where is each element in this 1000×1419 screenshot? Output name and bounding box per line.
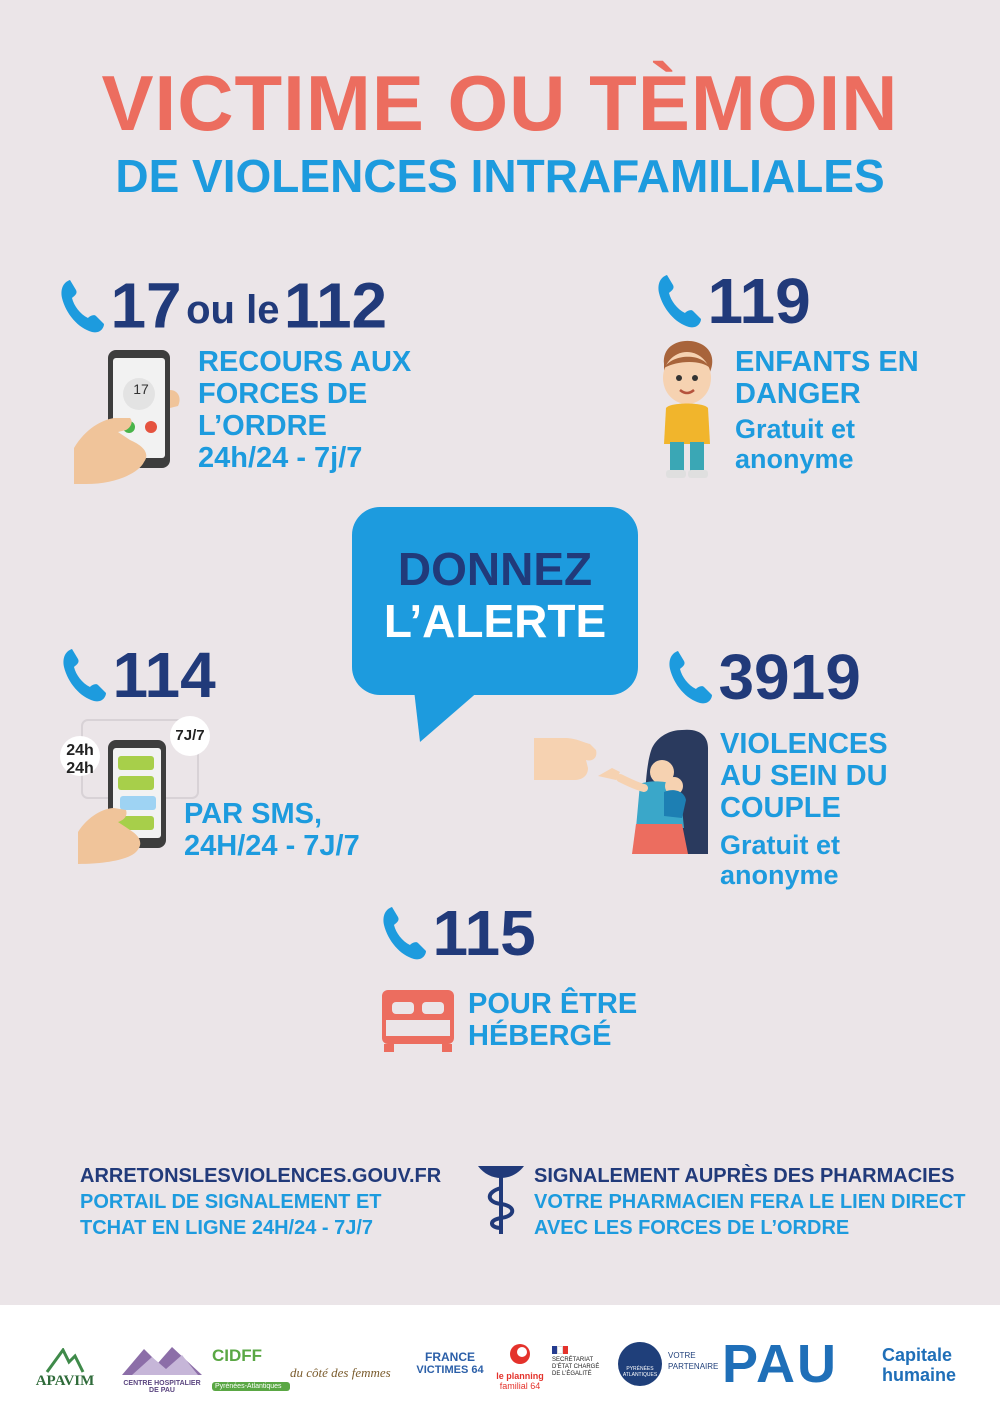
footer-left-line3: TCHAT EN LIGNE 24H/24 - 7J/7 [80, 1217, 374, 1239]
phone-icon [657, 273, 703, 329]
section-119 [657, 266, 811, 336]
ch-pau-mountains [122, 1345, 202, 1375]
number-119[interactable]: 119 [707, 265, 811, 337]
logo-cidff[interactable] [212, 1346, 290, 1391]
badge-24h [62, 742, 98, 778]
partner-line2: PARTENAIRE [668, 1362, 719, 1371]
section-115 [382, 898, 536, 968]
apavim-mark [45, 1348, 85, 1374]
logo-pyrenees-atlantiques[interactable] [618, 1342, 662, 1386]
logo-france-victimes[interactable] [410, 1350, 490, 1376]
number-115[interactable]: 115 [432, 897, 536, 969]
alert-line2: L’ALERTE [383, 595, 607, 647]
logo-du-cote-des-femmes[interactable]: du côté des femmes [290, 1365, 391, 1380]
text-17-line2: FORCES DE [198, 378, 368, 410]
text-119-line3: Gratuit et [735, 414, 856, 444]
badge-7j7: 7J/7 [175, 727, 205, 744]
text-3919-line4: Gratuit et [720, 830, 841, 860]
pau-tagline-line2: humaine [882, 1365, 957, 1385]
text-17 [198, 346, 411, 474]
couple-violence-icon [532, 728, 712, 858]
footer-right-line3: AVEC LES FORCES DE L’ORDRE [534, 1217, 850, 1239]
alert-text [352, 543, 638, 647]
phone-icon [60, 278, 106, 334]
text-114-line2: 24H/24 - 7J/7 [184, 830, 360, 862]
section-114 [62, 640, 216, 710]
secretariat-text: SECRÉTARIAT D’ÉTAT CHARGÉ DE L’ÉGALITÉ [552, 1357, 600, 1377]
text-114 [184, 798, 360, 862]
label-ou-le: ou le [186, 288, 280, 332]
fv-line2: VICTIMES 64 [416, 1364, 484, 1376]
footer-right-line2: VOTRE PHARMACIEN FERA LE LIEN DIRECT [534, 1191, 966, 1213]
bubble-tail [414, 690, 480, 742]
number-114[interactable]: 114 [112, 639, 216, 711]
text-115 [468, 988, 637, 1052]
text-3919-line2: AU SEIN DU [720, 760, 888, 792]
footer-right-line1: SIGNALEMENT AUPRÈS DES PHARMACIES [534, 1165, 955, 1187]
text-3919-line3: COUPLE [720, 792, 841, 824]
footer-left [80, 1163, 441, 1241]
hand-phone-icon [74, 350, 184, 484]
text-3919-line5: anonyme [720, 860, 839, 890]
number-112[interactable]: 112 [283, 269, 388, 342]
pau-tagline-line1: Capitale [882, 1345, 953, 1365]
footer-left-line2: PORTAIL DE SIGNALEMENT ET [80, 1191, 382, 1213]
fv-line1: FRANCE [425, 1350, 475, 1364]
ch-pau-text: CENTRE HOSPITALIER DE PAU [123, 1380, 201, 1394]
badge-24h-line2: 24h [66, 760, 94, 777]
partner-line1: VOTRE [668, 1351, 696, 1360]
cidff-sub: Pyrénées-Atlantiques [212, 1382, 290, 1391]
bed-icon [382, 990, 454, 1052]
phone-icon [382, 905, 428, 961]
phone-icon [668, 649, 714, 705]
cidff-text: CIDFF [212, 1346, 263, 1365]
section-3919 [668, 642, 861, 712]
text-17-line4: 24h/24 - 7j/7 [198, 442, 363, 474]
number-3919[interactable]: 3919 [718, 641, 861, 713]
phone-screen-17: 17 [133, 381, 149, 397]
text-115-line2: HÉBERGÉ [468, 1020, 612, 1052]
number-17[interactable]: 17 [110, 269, 182, 342]
logo-secretariat-etat[interactable] [552, 1346, 606, 1378]
text-119 [735, 346, 919, 474]
title-line1: VICTIME OU TÈMOIN [101, 59, 899, 147]
french-flag-icon [552, 1346, 568, 1354]
phone-icon [62, 647, 108, 703]
section-17-112 [60, 266, 387, 345]
alert-line1: DONNEZ [397, 543, 593, 595]
text-119-line2: DANGER [735, 378, 861, 410]
pau-logo[interactable]: PAU [722, 1334, 839, 1394]
planning-mark [508, 1342, 532, 1366]
pa-text: PYRÉNÉES ATLANTIQUES [622, 1366, 658, 1378]
text-17-line1: RECOURS AUX [198, 346, 412, 378]
logo-planning-familial[interactable] [494, 1342, 546, 1391]
text-3919 [720, 728, 888, 890]
planning-line2: familial 64 [499, 1381, 541, 1391]
text-17-line3: L’ORDRE [198, 410, 327, 442]
logo-ch-pau[interactable] [118, 1345, 206, 1394]
pau-tagline [882, 1345, 956, 1385]
text-115-line1: POUR ÊTRE [468, 988, 638, 1020]
footer-website-link[interactable]: ARRETONSLESVIOLENCES.GOUV.FR [80, 1165, 442, 1187]
title-line2: DE VIOLENCES INTRAFAMILIALES [115, 150, 885, 202]
text-119-line4: anonyme [735, 444, 854, 474]
planning-line1: le planning [496, 1371, 544, 1381]
badge-24h-line1: 24h [66, 742, 94, 759]
text-3919-line1: VIOLENCES [720, 728, 888, 760]
child-icon [652, 338, 722, 480]
text-119-line1: ENFANTS EN [735, 346, 919, 378]
votre-partenaire [668, 1350, 719, 1372]
footer-right [534, 1163, 966, 1241]
pharmacy-icon [476, 1162, 526, 1236]
text-114-line1: PAR SMS, [184, 798, 323, 830]
logo-apavim[interactable] [20, 1348, 110, 1390]
apavim-text: APAVIM [35, 1373, 95, 1389]
